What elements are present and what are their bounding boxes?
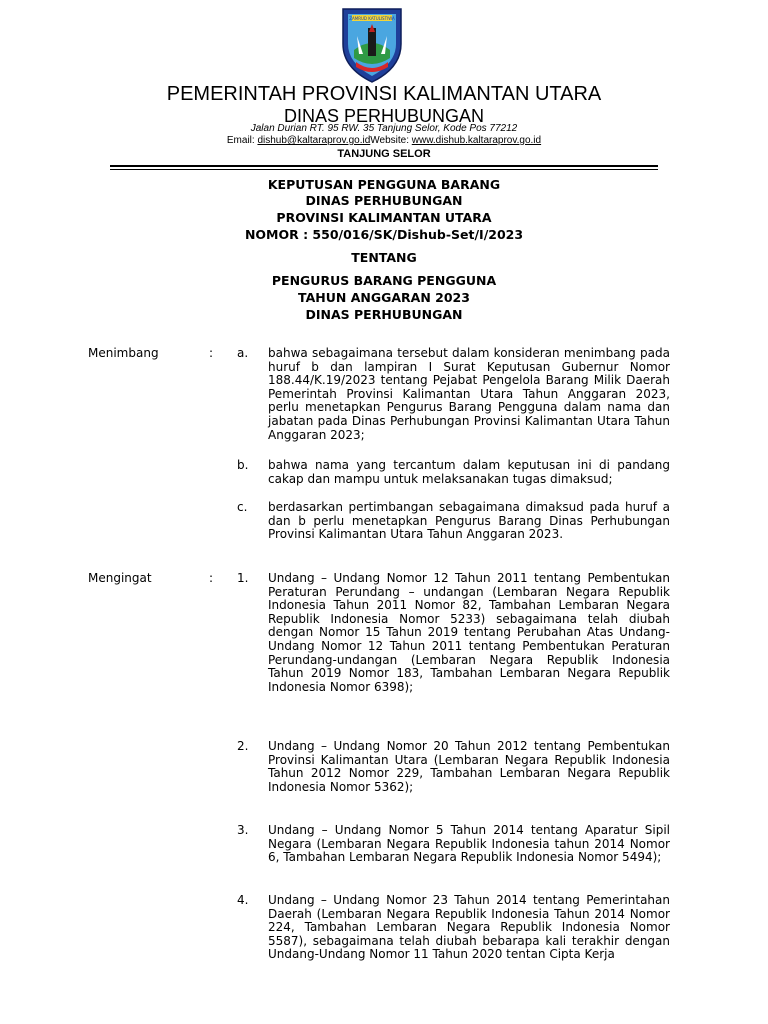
mengingat-item-3-mark: 3. [237,823,249,837]
province-emblem-logo [339,6,405,84]
decree-title-line3: PROVINSI KALIMANTAN UTARA [276,210,492,225]
decree-title-line2: DINAS PERHUBUNGAN [305,193,463,208]
mengingat-item-2-text: Undang – Undang Nomor 20 Tahun 2012 tentang Pembentukan Provinsi Kalimantan Utara (Lembaran Negara Republik Indonesia Tahun 2012 Nomor 229, Tambahan Lembaran Negara Republik Indonesia Nomor 5362); [268,739,670,794]
mengingat-item-3-text: Undang – Undang Nomor 5 Tahun 2014 tentang Aparatur Sipil Negara (Lembaran Negara Republik Indonesia tahun 2014 Nomor 6, Tambahan Lembaran Negara Republik Indonesia Nomor 5494); [268,823,670,865]
menimbang-label: Menimbang [88,346,159,360]
letterhead-divider-thin [110,169,658,170]
agency-address: Jalan Durian RT. 95 RW. 35 Tanjung Selor, Kode Pos 77212 [250,123,518,134]
mengingat-colon: : [209,571,214,585]
mengingat-item-4-text: Undang – Undang Nomor 23 Tahun 2014 tentang Pemerintahan Daerah (Lembaran Negara Republik Indonesia Tahun 2014 Nomor 224, Tambahan Lembaran Negara Republik Indonesia Nomor 5587), sebagaimana telah diubah bebarapa kali terakhir dengan Undang-Undang Nomor 11 Tahun 2020 tentan Cipta Kerja [268,893,670,962]
website-link[interactable]: www.dishub.kaltaraprov.go.id [411,135,542,146]
agency-contact [0,135,768,147]
decree-title-line1: KEPUTUSAN PENGGUNA BARANG [267,177,501,192]
mengingat-item-2-mark: 2. [237,739,249,753]
menimbang-item-b-mark: b. [237,458,249,472]
mengingat-label: Mengingat [88,571,152,585]
email-prefix: Email: [226,135,258,146]
decree-subject3: DINAS PERHUBUNGAN [305,307,463,322]
menimbang-item-a-mark: a. [237,346,249,360]
menimbang-item-a-text: bahwa sebagaimana tersebut dalam konsideran menimbang pada huruf b dan lampiran I Surat Keputusan Gubernur Nomor 188.44/K.19/2023 tentang Pejabat Pengelola Barang Milik Daerah Pemerintah Provinsi Kalimantan Utara Tahun Anggaran 2023, perlu menetapkan Pengurus Barang Pengguna dalam nama dan jabatan pada Dinas Perhubungan Provinsi Kalimantan Utara Tahun Anggaran 2023; [268,346,670,442]
mengingat-item-1-text: Undang – Undang Nomor 12 Tahun 2011 tentang Pembentukan Peraturan Perundang – undangan (Lembaran Negara Republik Indonesia Tahun 2011 Nomor 82, Tambahan Lembaran Negara Republik Indonesia Nomor 5233) sebagaimana telah diubah dengan Nomor 15 Tahun 2019 tentang Perubahan Atas Undang-Undang Nomor 12 Tahun 2011 tentang Pembentukan Peraturan Perundang-undangan (Lembaran Negara Republik Indonesia Tahun 2019 Nomor 183, Tambahan Lembaran Negara Republik Indonesia Nomor 6398); [268,571,670,694]
mengingat-item-1-mark: 1. [237,571,249,585]
website-prefix: Website: [370,135,412,146]
decree-number: NOMOR : 550/016/SK/Dishub-Set/I/2023 [244,227,524,242]
email-link[interactable]: dishub@kaltaraprov.go.id [257,135,371,146]
menimbang-item-c-text: berdasarkan pertimbangan sebagaimana dimaksud pada huruf a dan b perlu menetapkan Pengurus Barang Dinas Perhubungan Provinsi Kalimantan Utara Tahun Anggaran 2023. [268,500,670,542]
menimbang-item-b-text: bahwa nama yang tercantum dalam keputusan ini di pandang cakap dan mampu untuk melaksanakan tugas dimaksud; [268,458,670,486]
decree-subject2: TAHUN ANGGARAN 2023 [298,290,470,305]
letterhead-divider-thick [110,165,658,167]
decree-subject1: PENGURUS BARANG PENGGUNA [271,273,497,288]
menimbang-colon: : [209,346,214,360]
agency-name: DINAS PERHUBUNGAN [283,106,485,126]
mengingat-item-4-mark: 4. [237,893,249,907]
decree-about: TENTANG [351,250,417,265]
letterhead-city: TANJUNG SELOR [337,148,431,160]
emblem-banner-text: ZAMRUD KATULISTIWA [349,16,395,21]
menimbang-item-c-mark: c. [237,500,248,514]
government-name: PEMERINTAH PROVINSI KALIMANTAN UTARA [166,83,602,105]
